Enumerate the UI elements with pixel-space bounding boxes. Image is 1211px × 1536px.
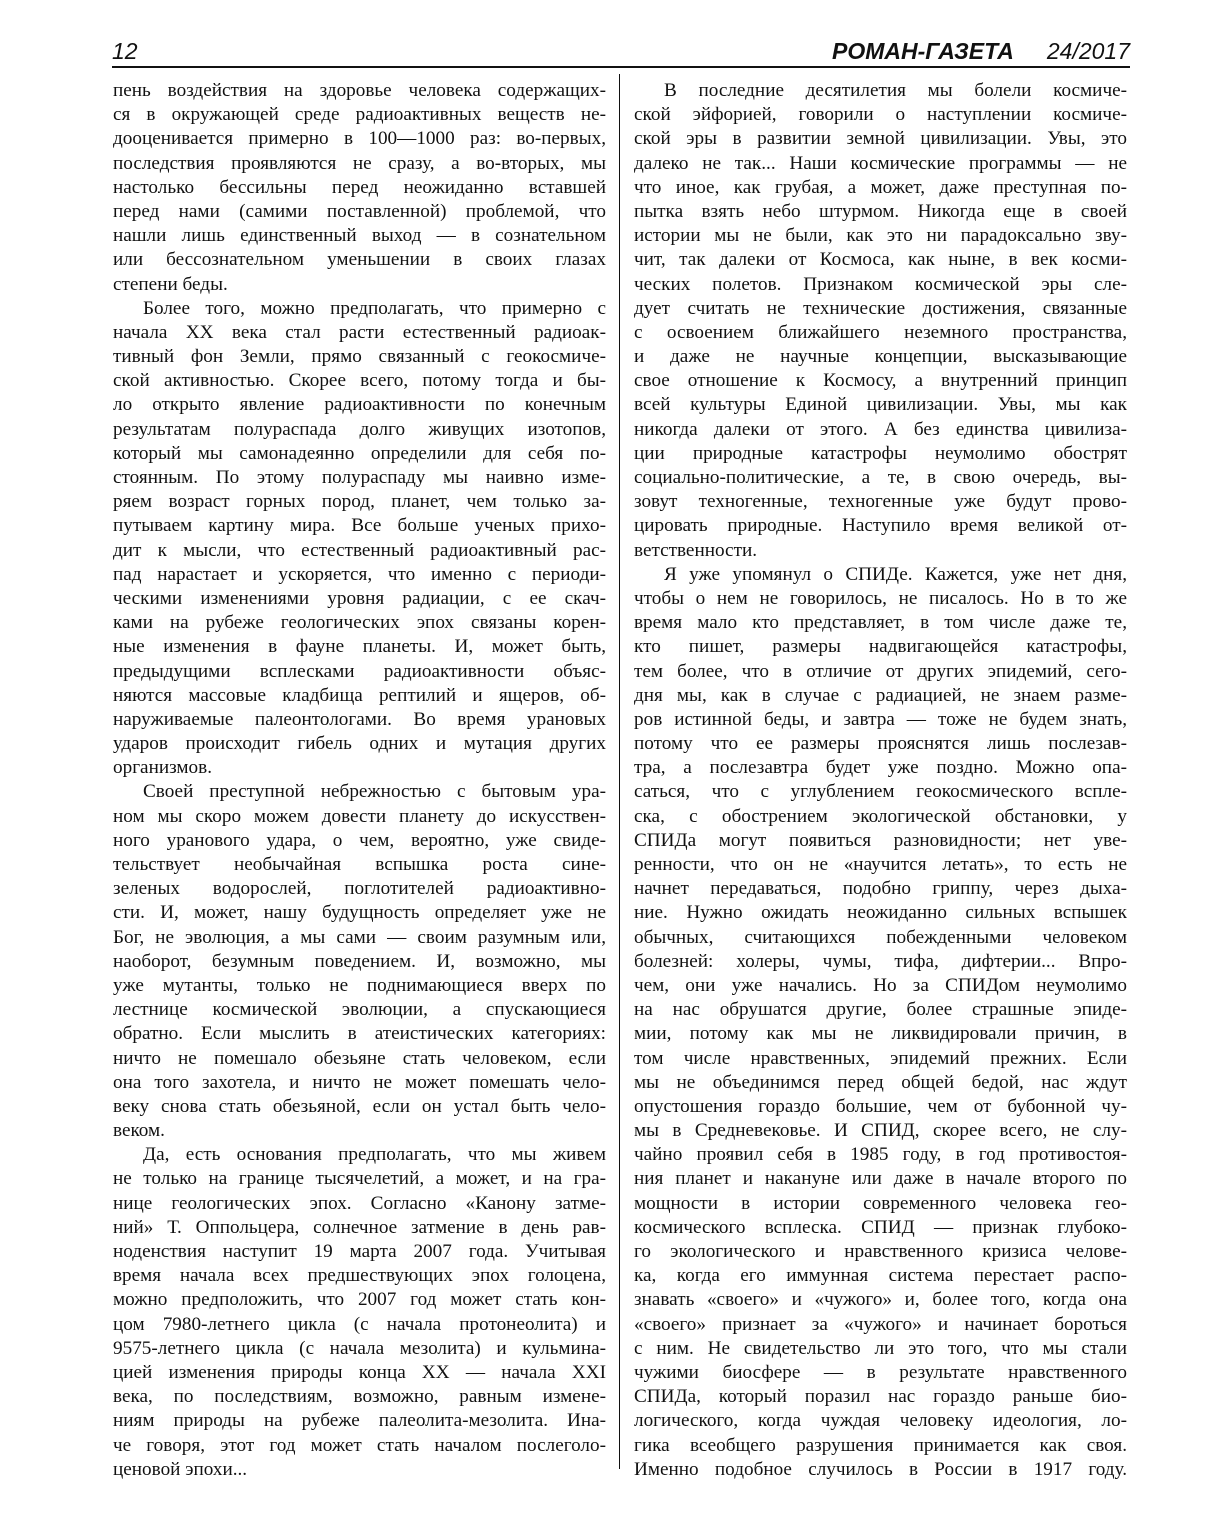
text-line: время мало кто представляет, в том числе даже те, bbox=[634, 612, 1127, 634]
text-line: зовут техногенные, техногенные уже будут прово- bbox=[634, 491, 1127, 513]
text-line: космического всплеска. СПИД — признак глубоко- bbox=[634, 1216, 1127, 1238]
text-line: ска, с обострением экологической обстановки, у bbox=[634, 805, 1127, 827]
text-line: она того захотела, и ничто не может помешать чело- bbox=[113, 1071, 606, 1093]
left-column bbox=[113, 79, 606, 1479]
text-line: степени беды. bbox=[113, 273, 228, 295]
text-line: чтобы о нем не говорилось, не писалось. Но в то же bbox=[634, 587, 1127, 609]
text-line: саться, что с углублением геокосмического вспле- bbox=[634, 781, 1127, 803]
text-line: том числе нравственных, эпидемий прежних. Если bbox=[634, 1047, 1127, 1069]
text-line: Более того, можно предполагать, что примерно с bbox=[143, 297, 606, 319]
text-line: чит, так далеки от Космоса, как ныне, в век косми- bbox=[634, 249, 1127, 271]
text-line: цировать природные. Наступило время великой от- bbox=[634, 515, 1127, 537]
text-line: уже мутанты, только не поднимающиеся вверх по bbox=[113, 974, 606, 996]
text-line: наруживаемые палеонтологами. Во время урановых bbox=[113, 708, 606, 730]
text-line: ской эры в развитии земной цивилизации. Увы, это bbox=[634, 128, 1127, 150]
text-line: перед нами (самими поставленной) проблемой, что bbox=[113, 200, 606, 222]
right-column bbox=[634, 79, 1127, 1479]
text-line: предыдущими всплесками радиоактивности объяс- bbox=[113, 660, 606, 682]
text-line: «своего» признает за «чужого» и начинает бороться bbox=[634, 1313, 1127, 1335]
text-line: веком. bbox=[113, 1120, 165, 1142]
text-line: наоборот, безумным поведением. И, возможно, мы bbox=[113, 950, 606, 972]
text-line: мии, потому как мы не ликвидировали причин, в bbox=[634, 1023, 1127, 1045]
text-line: Своей преступной небрежностью с бытовым ура- bbox=[143, 781, 606, 803]
text-line: ноденствия наступит 19 марта 2007 года. Учитывая bbox=[113, 1241, 606, 1262]
text-line: ном мы скоро можем довести планету до искусствен- bbox=[113, 805, 606, 827]
text-line: Я уже упомянул о СПИДе. Кажется, уже нет дня, bbox=[664, 563, 1127, 585]
text-line: чужими биосфере — в результате нравственного bbox=[634, 1361, 1127, 1383]
text-line: тельствует необычайная вспышка роста сине- bbox=[113, 854, 606, 875]
text-line: веку снова стать обезьяной, если он устал быть чело- bbox=[113, 1095, 606, 1117]
text-line: ся в окружающей среде радиоактивных веществ не- bbox=[113, 104, 606, 126]
text-line: с ним. Не свидетельство ли это того, что мы стали bbox=[634, 1337, 1127, 1359]
text-line: ного уранового удара, о чем, вероятно, уже свиде- bbox=[113, 829, 606, 851]
text-line: время начала всех предшествующих эпох голоцена, bbox=[113, 1265, 606, 1287]
text-line: ние. Нужно ожидать неожиданно сильных вспышек bbox=[634, 902, 1127, 924]
text-line: ветственности. bbox=[634, 539, 758, 561]
text-line: ками на рубеже геологических эпох связаны корен- bbox=[113, 612, 606, 634]
text-line: всей культуры Единой цивилизации. Увы, мы как bbox=[634, 394, 1127, 416]
text-line: свое отношение к Космосу, а внутренний принцип bbox=[634, 370, 1127, 392]
text-line: ло открыто явление радиоактивности по конечным bbox=[113, 394, 606, 416]
text-line: дит к мысли, что естественный радиоактивный рас- bbox=[113, 539, 606, 561]
text-line: цией изменения природы конца XX — начала XXI bbox=[113, 1361, 606, 1383]
text-line: стоянным. По этому полураспаду мы наивно изме- bbox=[113, 467, 606, 488]
text-line: кто пишет, размеры надвигающейся катастрофы, bbox=[634, 636, 1127, 658]
text-line: и даже не научные концепции, высказывающие bbox=[634, 346, 1127, 368]
text-line: чайно проявил себя в 1985 году, в год противостоя- bbox=[634, 1144, 1127, 1166]
text-line: социально-политические, а те, в свою очередь, вы- bbox=[634, 467, 1127, 488]
text-line: ниям природы на рубеже палеолита-мезолита. Ина- bbox=[113, 1410, 606, 1432]
text-line: начала XX века стал расти естественный радиоак- bbox=[113, 321, 606, 343]
text-line: никогда далеки от этого. А без единства цивилиза- bbox=[634, 418, 1127, 440]
issue-number: 24/2017 bbox=[1046, 38, 1130, 64]
text-line: нице геологических эпох. Согласно «Канону затме- bbox=[113, 1192, 606, 1214]
text-line: Бог, не эволюция, а мы сами — своим разумным или, bbox=[113, 926, 606, 948]
text-line: болезней: холеры, чумы, тифа, дифтерии... Впро- bbox=[634, 950, 1127, 972]
text-line: века, по последствиям, возможно, равным измене- bbox=[113, 1386, 606, 1408]
text-line: на нас обрушатся другие, более страшные эпиде- bbox=[634, 999, 1127, 1021]
column-divider bbox=[619, 74, 620, 1469]
text-line: путываем картину мира. Все больше ученых прихо- bbox=[113, 515, 606, 537]
text-line: ской активностью. Скорее всего, потому тогда и бы- bbox=[113, 370, 606, 392]
text-line: знавать «своего» и «чужого» и, более того, когда она bbox=[634, 1289, 1127, 1311]
text-line: зеленых водорослей, поглотителей радиоактивно- bbox=[113, 878, 606, 900]
text-line: ров истинной беды, и завтра — тоже не будем знать, bbox=[634, 708, 1127, 730]
text-line: чем, они уже начались. Но за СПИДом неумолимо bbox=[634, 974, 1127, 996]
text-line: результатам полураспада долго живущих изотопов, bbox=[113, 418, 606, 440]
text-line: ческих полетов. Признаком космической эры сле- bbox=[634, 273, 1127, 295]
text-line: пад нарастает и ускоряется, что именно с периоди- bbox=[113, 563, 606, 585]
text-line: тра, а послезавтра будет уже поздно. Можно опа- bbox=[634, 757, 1127, 779]
text-line: начнет передаваться, подобно гриппу, через дыха- bbox=[634, 878, 1127, 900]
text-line: ряем возраст горных пород, планет, чем только за- bbox=[113, 491, 606, 513]
text-line: истории мы не были, как это ни парадоксально зву- bbox=[634, 225, 1127, 247]
header-rule bbox=[112, 66, 1130, 68]
text-line: Да, есть основания предполагать, что мы живем bbox=[143, 1144, 606, 1166]
text-line: мощности в истории современного человека гео- bbox=[634, 1192, 1127, 1214]
text-line: опустошения гораздо большие, чем от бубонной чу- bbox=[634, 1095, 1127, 1117]
text-line: лестнице космической эволюции, а спускающиеся bbox=[113, 999, 606, 1021]
text-line: не только на границе тысячелетий, а может, и на гра- bbox=[113, 1168, 606, 1190]
text-line: можно предположить, что 2007 год может стать кон- bbox=[113, 1289, 606, 1311]
text-line: мы не объединимся перед общей бедой, нас ждут bbox=[634, 1071, 1127, 1093]
text-line: нашли лишь единственный выход — в сознательном bbox=[113, 225, 606, 247]
text-line: 9575-летнего цикла (с начала мезолита) и кульмина- bbox=[113, 1337, 606, 1359]
text-line: обратно. Если мыслить в атеистических категориях: bbox=[113, 1023, 606, 1045]
text-line: тивный фон Земли, прямо связанный с геокосмиче- bbox=[113, 346, 606, 368]
text-line: дует считать не технические достижения, связанные bbox=[634, 297, 1127, 319]
text-line: ценовой эпохи... bbox=[113, 1458, 248, 1479]
text-line: настолько бессильны перед неожиданно вставшей bbox=[113, 176, 606, 198]
text-line: с освоением ближайшего неземного пространства, bbox=[634, 321, 1127, 343]
text-line: обычных, считающихся побежденными человеком bbox=[634, 926, 1127, 948]
text-line: мы в Средневековье. И СПИД, скорее всего, не слу- bbox=[634, 1120, 1127, 1142]
text-line: что иное, как грубая, а может, даже преступная по- bbox=[634, 176, 1127, 198]
text-line: ний» Т. Оппольцера, солнечное затмение в день рав- bbox=[113, 1216, 606, 1238]
text-line: ской эйфорией, говорили о наступлении космиче- bbox=[634, 104, 1127, 126]
text-line: или бессознательном уменьшении в своих глазах bbox=[113, 249, 606, 271]
text-line: дооценивается примерно в 100—1000 раз: во-первых, bbox=[113, 128, 606, 150]
text-line: ции природные катастрофы неумолимо обострят bbox=[634, 442, 1127, 464]
text-line: Именно подобное случилось в России в 1917 году. bbox=[634, 1458, 1127, 1479]
text-line: че говоря, этот год может стать началом послеголо- bbox=[113, 1434, 606, 1456]
text-line: далеко не так... Наши космические программы — не bbox=[634, 152, 1127, 174]
text-line: ударов происходит гибель одних и мутация других bbox=[113, 733, 606, 755]
text-line: организмов. bbox=[113, 757, 213, 779]
text-line: гика всеобщего разрушения принимается как своя. bbox=[634, 1434, 1127, 1456]
text-line: который мы самонадеянно определили для себя по- bbox=[113, 442, 606, 464]
text-line: последствия проявляются не сразу, а во-вторых, мы bbox=[113, 152, 606, 174]
magazine-title: РОМАН-ГАЗЕТА bbox=[832, 38, 1014, 64]
text-line: ренности, что он не «научится летать», то есть не bbox=[634, 854, 1127, 875]
text-line: СПИДа, который поразил нас гораздо раньше био- bbox=[634, 1386, 1127, 1408]
text-line: няются массовые кладбища рептилий и ящеров, об- bbox=[113, 684, 606, 706]
text-line: пень воздействия на здоровье человека содержащих- bbox=[113, 80, 606, 101]
text-line: ческими изменениями уровня радиации, с ее скач- bbox=[113, 587, 606, 609]
page-header bbox=[112, 36, 1130, 70]
text-line: СПИДа могут появиться разновидности; нет уве- bbox=[634, 829, 1127, 851]
text-line: ничто не помешало обезьяне стать человеком, если bbox=[113, 1047, 606, 1069]
text-line: дня мы, как в случае с радиацией, не знаем разме- bbox=[634, 684, 1127, 706]
text-line: сти. И, может, нашу будущность определяет уже не bbox=[113, 902, 606, 924]
text-line: В последние десятилетия мы болели космиче- bbox=[664, 80, 1127, 101]
text-line: логического, когда чуждая человеку идеология, ло- bbox=[634, 1410, 1127, 1432]
text-line: го экологического и нравственного кризиса челове- bbox=[634, 1241, 1127, 1262]
page-number: 12 bbox=[112, 38, 138, 64]
text-line: тем более, что в отличие от других эпидемий, сего- bbox=[634, 660, 1127, 682]
text-line: потому что ее размеры прояснятся лишь послезав- bbox=[634, 733, 1127, 755]
text-line: цом 7980-летнего цикла (с начала протонеолита) и bbox=[113, 1313, 606, 1335]
text-line: ные изменения в фауне планеты. И, может быть, bbox=[113, 636, 606, 658]
text-line: ка, когда его иммунная система перестает распо- bbox=[634, 1265, 1127, 1287]
text-line: пытка взять небо штурмом. Никогда еще в своей bbox=[634, 200, 1127, 222]
text-line: ния планет и накануне или даже в начале второго по bbox=[634, 1168, 1127, 1190]
